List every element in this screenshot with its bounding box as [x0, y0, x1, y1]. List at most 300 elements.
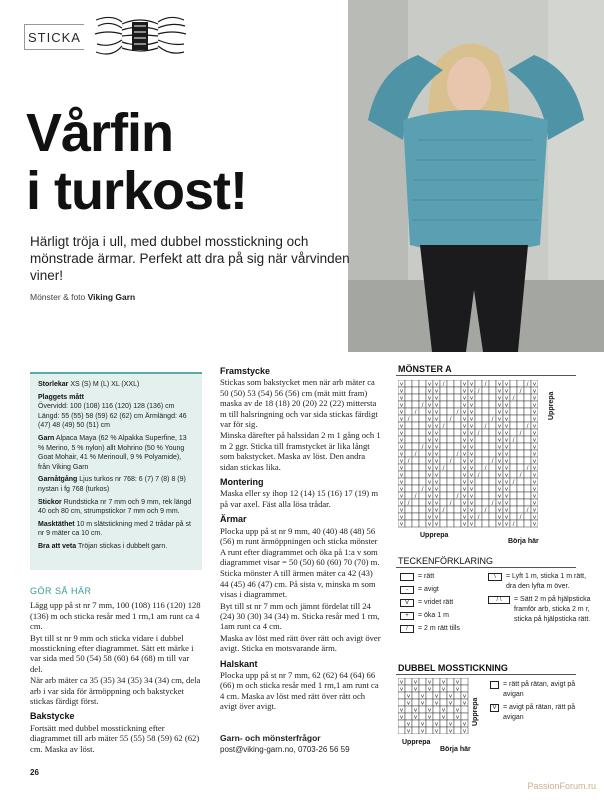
legend-title: TECKENFÖRKLARING	[398, 556, 494, 566]
chart-symbol: v	[427, 521, 432, 528]
chart-a-title: MÖNSTER A	[398, 364, 452, 374]
chart-cell	[454, 513, 461, 520]
chart-symbol: /	[477, 514, 480, 521]
section-tag-frame	[24, 24, 84, 50]
chart-symbol: v	[406, 693, 411, 700]
chart-symbol: v	[532, 416, 537, 423]
chart-symbol: v	[399, 493, 404, 500]
sleeves-heading: Ärmar	[220, 514, 247, 525]
chart-cell	[440, 387, 447, 394]
model-illustration	[348, 0, 604, 352]
chart-symbol: v	[434, 486, 439, 493]
chart-cell	[524, 401, 531, 408]
chart-symbol: v	[434, 395, 439, 402]
chart-cell	[524, 485, 531, 492]
chart-cell	[454, 520, 461, 527]
chart-cell	[405, 706, 412, 713]
chart-cell	[517, 436, 524, 443]
chart-symbol: v	[504, 437, 509, 444]
chart-cell	[419, 408, 426, 415]
chart-cell	[447, 429, 454, 436]
chart-cell	[447, 450, 454, 457]
chart-symbol: v	[448, 721, 453, 728]
chart-cell	[489, 380, 496, 387]
chart-symbol: v	[427, 679, 432, 686]
chart-symbol: v	[469, 444, 474, 451]
chart-symbol: /	[407, 500, 410, 507]
chart-symbol: v	[504, 388, 509, 395]
chart-cell	[433, 678, 440, 685]
chart-cell	[405, 450, 412, 457]
chart-cell	[440, 394, 447, 401]
chart-symbol: v	[497, 486, 502, 493]
chart-cell	[440, 485, 447, 492]
chart-b-legend-knit: = rätt på rätan, avigt på avigan	[490, 680, 594, 700]
chart-cell	[489, 520, 496, 527]
chart-cell	[440, 692, 447, 699]
chart-symbol: v	[427, 465, 432, 472]
chart-b-rule	[396, 674, 576, 675]
chart-cell	[489, 464, 496, 471]
chart-symbol: /	[456, 451, 459, 458]
legend-rule	[396, 567, 576, 568]
chart-symbol: v	[399, 423, 404, 430]
instructions-column-2	[220, 366, 382, 713]
chart-symbol: v	[462, 693, 467, 700]
chart-cell	[447, 408, 454, 415]
chart-cell	[475, 485, 482, 492]
chart-cell	[524, 450, 531, 457]
chart-cell	[489, 387, 496, 394]
chart-cell	[419, 492, 426, 499]
chart-cell	[489, 492, 496, 499]
chart-cell	[454, 692, 461, 699]
chart-cell	[405, 713, 412, 720]
chart-symbol: v	[462, 416, 467, 423]
chart-cell	[412, 443, 419, 450]
chart-cell	[454, 478, 461, 485]
chart-symbol: v	[532, 507, 537, 514]
chart-symbol: v	[469, 409, 474, 416]
chart-cell	[517, 422, 524, 429]
chart-cell	[440, 720, 447, 727]
chart-symbol: v	[532, 409, 537, 416]
chart-cell	[440, 492, 447, 499]
chart-cell	[412, 692, 419, 699]
chart-symbol: v	[455, 679, 460, 686]
chart-symbol: v	[504, 493, 509, 500]
chart-symbol: v	[420, 728, 425, 734]
chart-symbol: /	[456, 493, 459, 500]
chart-symbol: v	[504, 423, 509, 430]
chart-cell	[447, 443, 454, 450]
chart-cell	[405, 513, 412, 520]
chart-symbol: /	[491, 458, 494, 465]
chart-cell	[412, 513, 419, 520]
spec-measurements: Plaggets mått Övervidd: 100 (108) 116 (120) 128 (136) cm Längd: 55 (55) 58 (59) 62 (62) cm Ärmlängd: 46 (47) 48 (49) 50 (51) cm	[38, 393, 187, 430]
chart-b-title: DUBBEL MOSSTICKNING	[398, 663, 508, 673]
chart-cell	[475, 415, 482, 422]
chart-symbol: v	[532, 451, 537, 458]
chart-cell	[482, 415, 489, 422]
chart-symbol: v	[532, 500, 537, 507]
chart-cell	[482, 408, 489, 415]
chart-symbol: v	[427, 707, 432, 714]
chart-cell	[524, 520, 531, 527]
chart-symbol: v	[406, 721, 411, 728]
chart-cell	[440, 727, 447, 734]
chart-cell	[405, 678, 412, 685]
chart-cell	[405, 408, 412, 415]
chart-cell	[426, 727, 433, 734]
chart-symbol: /	[442, 423, 445, 430]
watermark: PassionForum.ru	[527, 781, 596, 791]
chart-cell	[454, 457, 461, 464]
chart-cell	[475, 380, 482, 387]
chart-cell	[405, 429, 412, 436]
chart-symbol: v	[469, 451, 474, 458]
chart-symbol: v	[469, 472, 474, 479]
chart-symbol: v	[532, 472, 537, 479]
chart-symbol: /	[477, 388, 480, 395]
chart-cell	[405, 478, 412, 485]
chart-symbol: v	[427, 472, 432, 479]
chart-symbol: v	[427, 381, 432, 388]
chart-cell	[412, 422, 419, 429]
chart-cell	[433, 713, 440, 720]
chart-symbol: /	[491, 500, 494, 507]
chart-symbol: v	[532, 493, 537, 500]
model-photo	[348, 0, 604, 352]
chart-symbol: /	[519, 514, 522, 521]
chart-symbol: v	[504, 514, 509, 521]
chart-cell	[412, 471, 419, 478]
chart-symbol: v	[462, 521, 467, 528]
chart-cell	[412, 387, 419, 394]
chart-cell	[454, 387, 461, 394]
chart-symbol: v	[497, 381, 502, 388]
chart-cell	[412, 485, 419, 492]
chart-symbol: v	[427, 493, 432, 500]
chart-cell	[482, 394, 489, 401]
chart-cell	[461, 685, 468, 692]
chart-symbol: v	[455, 714, 460, 721]
chart-cell	[524, 513, 531, 520]
chart-cell	[510, 401, 517, 408]
chart-symbol: /	[414, 451, 417, 458]
chart-cell	[510, 457, 517, 464]
chart-cell	[489, 443, 496, 450]
chart-cell	[524, 492, 531, 499]
contact-heading: Garn- och mönsterfrågor	[220, 733, 321, 743]
chart-symbol: /	[519, 388, 522, 395]
back-heading: Bakstycke	[30, 711, 75, 722]
chart-cell	[412, 457, 419, 464]
chart-cell	[412, 429, 419, 436]
chart-symbol: v	[462, 472, 467, 479]
chart-cell	[510, 415, 517, 422]
chart-symbol: /	[519, 430, 522, 437]
chart-b-legend-purl: V = avigt på rätan, rätt på avigan	[490, 703, 594, 723]
chart-symbol: v	[434, 444, 439, 451]
chart-symbol: v	[497, 416, 502, 423]
contact-block	[220, 733, 350, 755]
chart-cell	[447, 401, 454, 408]
chart-cell	[447, 513, 454, 520]
credit-prefix: Mönster & foto	[30, 292, 86, 302]
chart-symbol: /	[526, 465, 529, 472]
chart-symbol: v	[427, 444, 432, 451]
chart-a-rule	[396, 375, 576, 376]
chart-symbol: /	[407, 458, 410, 465]
chart-cell	[440, 401, 447, 408]
chart-cell	[517, 394, 524, 401]
chart-cell	[440, 415, 447, 422]
chart-cell	[405, 485, 412, 492]
chart-cell	[412, 415, 419, 422]
chart-cell	[419, 520, 426, 527]
chart-cell	[412, 401, 419, 408]
chart-symbol: v	[399, 409, 404, 416]
chart-cell	[454, 699, 461, 706]
chart-symbol: v	[399, 430, 404, 437]
chart-symbol: v	[532, 479, 537, 486]
chart-cell	[440, 499, 447, 506]
chart-b-legend	[490, 680, 594, 726]
chart-symbol: v	[399, 714, 404, 721]
chart-symbol: v	[399, 500, 404, 507]
chart-symbol: v	[469, 514, 474, 521]
legend-slip: \ = Lyft 1 m, sticka 1 m rätt, dra den lyfta m över.	[488, 572, 594, 592]
chart-cell	[454, 471, 461, 478]
chart-symbol: v	[469, 395, 474, 402]
chart-cell	[447, 492, 454, 499]
chart-a-repeat-side: Upprepa	[548, 391, 555, 420]
chart-symbol: v	[434, 479, 439, 486]
chart-cell	[482, 450, 489, 457]
back-text: Fortsätt med dubbel mosstickning efter diagrammet till arb mäter 55 (55) 58 (59) 62 (62) cm. Maska av löst.	[30, 722, 200, 754]
section-tag	[28, 30, 81, 45]
legend-right	[488, 572, 594, 628]
chart-symbol: v	[504, 430, 509, 437]
chart-symbol: v	[504, 416, 509, 423]
chart-symbol: v	[399, 479, 404, 486]
chart-cell	[482, 492, 489, 499]
chart-cell	[489, 506, 496, 513]
chart-cell	[475, 401, 482, 408]
chart-cell	[412, 394, 419, 401]
chart-cell	[475, 450, 482, 457]
chart-cell	[440, 429, 447, 436]
front-heading: Framstycke	[220, 366, 271, 376]
chart-symbol: v	[504, 451, 509, 458]
chart-symbol: /	[449, 416, 452, 423]
chart-symbol: v	[399, 458, 404, 465]
chart-cell	[475, 492, 482, 499]
chart-symbol: v	[462, 402, 467, 409]
chart-symbol: v	[462, 395, 467, 402]
chart-cell	[419, 450, 426, 457]
chart-symbol: v	[399, 486, 404, 493]
chart-symbol: v	[420, 693, 425, 700]
chart-symbol: v	[434, 521, 439, 528]
page-number: 26	[30, 768, 39, 777]
chart-symbol: /	[456, 409, 459, 416]
chart-cell	[440, 457, 447, 464]
spec-yarn: Garn Alpaca Maya (62 % Alpakka Superfine, 13 % Merino, 5 % nylon) allt Mohrino (50 % Young Goat Mohair, 41 % Merinoull, 9 % Polyamide), från Viking Garn	[38, 434, 187, 471]
front-p1: Stickas som bakstycket men när arb mäter ca 50 (50) 53 (54) 56 (56) cm (mät mitt fram) maska av de 18 (18) 20 (20) 22 (22) mittersta m till halsringning och var sida stickas färdigt var för sig.	[220, 377, 378, 430]
chart-cell	[454, 499, 461, 506]
chart-symbol: v	[497, 479, 502, 486]
chart-cell	[405, 464, 412, 471]
chart-symbol: v	[399, 686, 404, 693]
legend-left	[400, 572, 480, 637]
chart-cell	[517, 492, 524, 499]
chart-symbol: v	[504, 409, 509, 416]
assembly-text: Maska eller sy ihop 12 (14) 15 (16) 17 (19) m på var axel. Fäst alla lösa trådar.	[220, 488, 378, 509]
chart-cell	[454, 506, 461, 513]
chart-cell	[405, 520, 412, 527]
chart-symbol: v	[427, 458, 432, 465]
chart-symbol: v	[427, 514, 432, 521]
chart-cell	[440, 520, 447, 527]
chart-symbol: v	[504, 381, 509, 388]
chart-cell	[517, 415, 524, 422]
chart-symbol: v	[532, 521, 537, 528]
chart-symbol: v	[462, 430, 467, 437]
chart-symbol: v	[399, 472, 404, 479]
chart-cell	[489, 471, 496, 478]
chart-symbol: v	[497, 458, 502, 465]
chart-symbol: v	[434, 493, 439, 500]
chart-symbol: v	[469, 381, 474, 388]
chart-cell	[398, 692, 405, 699]
chart-symbol: v	[427, 423, 432, 430]
chart-symbol: v	[497, 507, 502, 514]
chart-cell	[482, 401, 489, 408]
chart-symbol: v	[427, 714, 432, 721]
chart-symbol: v	[504, 472, 509, 479]
chart-cell	[405, 380, 412, 387]
chart-cell	[510, 506, 517, 513]
chart-cell	[447, 394, 454, 401]
chart-cell	[510, 471, 517, 478]
chart-symbol: v	[399, 514, 404, 521]
chart-symbol: v	[427, 507, 432, 514]
chart-cell	[447, 520, 454, 527]
chart-cell	[489, 429, 496, 436]
chart-cell	[412, 506, 419, 513]
chart-symbol: v	[497, 451, 502, 458]
chart-symbol: v	[462, 381, 467, 388]
chart-cell	[405, 443, 412, 450]
chart-symbol: /	[442, 465, 445, 472]
chart-symbol: v	[469, 479, 474, 486]
chart-cell	[482, 436, 489, 443]
chart-cell	[482, 429, 489, 436]
chart-cell	[489, 394, 496, 401]
chart-cell	[447, 471, 454, 478]
spec-gauge: Masktäthet 10 m slätstickning med 2 trådar på st nr 9 mäter ca 10 cm.	[38, 520, 191, 538]
chart-symbol: v	[441, 679, 446, 686]
chart-symbol: v	[434, 416, 439, 423]
legend-purl: - = avigt	[400, 585, 480, 595]
chart-cell	[482, 485, 489, 492]
chart-symbol: /	[421, 402, 424, 409]
chart-cell	[517, 380, 524, 387]
chart-symbol: v	[399, 444, 404, 451]
chart-cell	[405, 401, 412, 408]
front-p2: Minska därefter på halssidan 2 m 1 gång och 1 m 2 ggr. Sticka till framstycket är lika långt som bakstycket. Maska av löst. Den andra sidan stickas lika.	[220, 430, 381, 472]
chart-cell	[419, 499, 426, 506]
chart-cell	[440, 478, 447, 485]
chart-symbol: /	[421, 486, 424, 493]
chart-symbol: v	[399, 465, 404, 472]
chart-cell	[510, 450, 517, 457]
chart-symbol: v	[532, 486, 537, 493]
chart-cell	[447, 685, 454, 692]
chart-symbol: /	[449, 458, 452, 465]
chart-symbol: v	[497, 444, 502, 451]
chart-cell	[461, 713, 468, 720]
chart-symbol: v	[462, 409, 467, 416]
chart-symbol: v	[504, 395, 509, 402]
chart-cell	[440, 408, 447, 415]
chart-symbol: v	[462, 493, 467, 500]
chart-cell	[482, 513, 489, 520]
chart-symbol: v	[497, 521, 502, 528]
chart-symbol: v	[504, 521, 509, 528]
chart-symbol: v	[504, 507, 509, 514]
chart-cell	[440, 699, 447, 706]
chart-symbol: v	[497, 493, 502, 500]
chart-symbol: v	[469, 521, 474, 528]
chart-cell	[524, 408, 531, 415]
chart-symbol: v	[462, 486, 467, 493]
chart-cell	[454, 443, 461, 450]
chart-symbol: v	[497, 423, 502, 430]
chart-cell	[440, 450, 447, 457]
chart-symbol: v	[427, 686, 432, 693]
chart-cell	[454, 422, 461, 429]
chart-cell	[405, 394, 412, 401]
chart-cell	[412, 727, 419, 734]
chart-symbol: v	[427, 479, 432, 486]
chart-symbol: v	[462, 437, 467, 444]
chart-symbol: v	[427, 409, 432, 416]
chart-symbol: /	[512, 437, 515, 444]
chart-cell	[419, 415, 426, 422]
chart-cell	[447, 380, 454, 387]
chart-cell	[447, 678, 454, 685]
chart-symbol: v	[462, 479, 467, 486]
chart-symbol: v	[469, 493, 474, 500]
chart-symbol: v	[434, 458, 439, 465]
chart-cell	[419, 506, 426, 513]
chart-cell	[447, 713, 454, 720]
chart-cell	[419, 429, 426, 436]
chart-symbol: v	[455, 707, 460, 714]
chart-symbol: v	[434, 700, 439, 707]
chart-cell	[419, 394, 426, 401]
chart-cell	[447, 436, 454, 443]
chart-symbol: v	[434, 451, 439, 458]
credit-line	[30, 292, 135, 302]
chart-cell	[475, 520, 482, 527]
chart-symbol: /	[442, 381, 445, 388]
sleeves-p2: Sticka mönster A till ärmen mäter ca 42 (43) 44 (45) 46 (47) cm. På sista v, minska m som visas i diagrammet.	[220, 568, 376, 600]
chart-cell	[419, 436, 426, 443]
